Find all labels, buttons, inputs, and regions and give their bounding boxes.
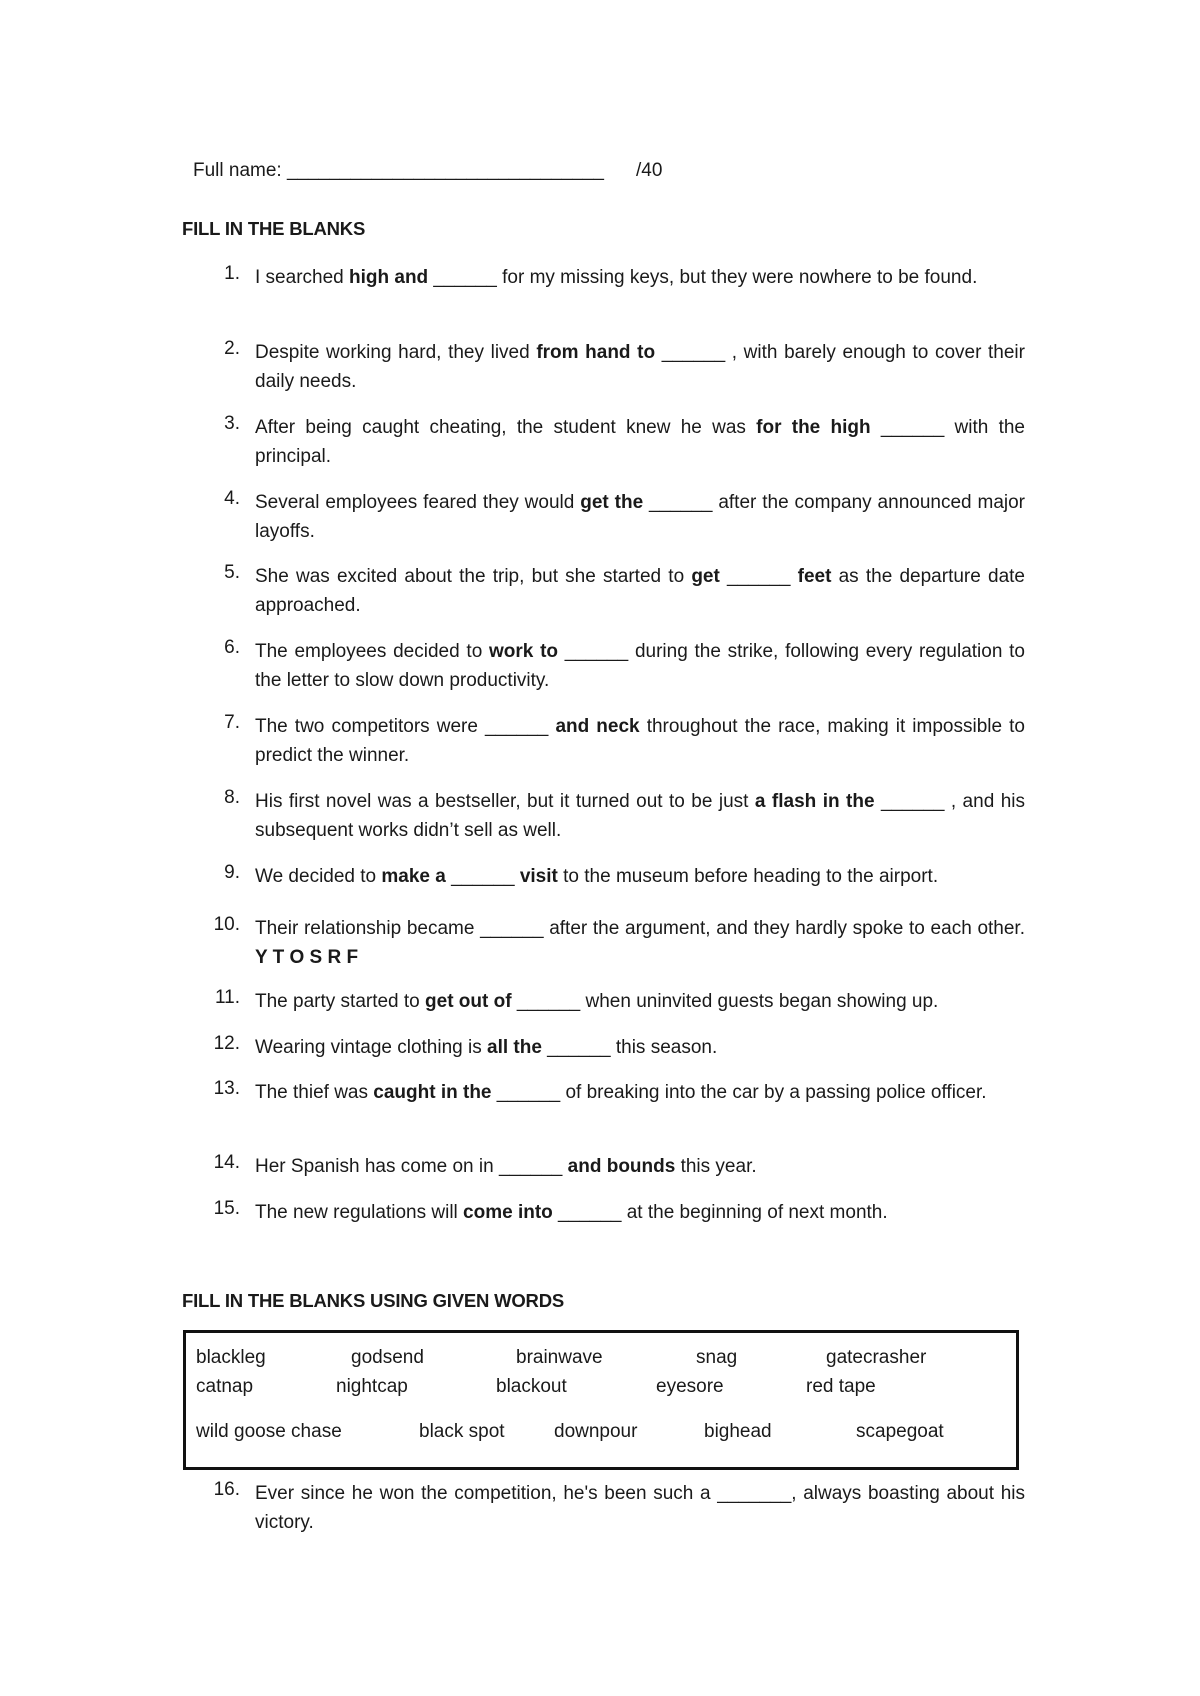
bold-phrase: work to <box>489 641 559 662</box>
word-bank-item: catnap <box>196 1376 254 1397</box>
word-bank-item: red tape <box>806 1376 876 1397</box>
bold-phrase: come into <box>463 1202 553 1223</box>
text-fragment: ______ , with barely enough to cover their daily needs. <box>255 342 1025 392</box>
text-fragment: ______ , and his subsequent works didn’t sell as well. <box>255 791 1025 841</box>
bold-phrase: get the <box>580 492 644 513</box>
section-title-given-words: FILL IN THE BLANKS USING GIVEN WORDS <box>182 1290 564 1311</box>
question-number: 4. <box>224 488 240 509</box>
text-fragment: to the museum before heading to the airport. <box>557 866 939 887</box>
text-fragment: Despite working hard, they lived <box>255 342 537 363</box>
word-bank-item: wild goose chase <box>196 1421 342 1442</box>
text-fragment: ______ during the strike, following every regulation to the letter to slow down productivity. <box>255 641 1025 691</box>
section-title-fill-blanks: FILL IN THE BLANKS <box>182 218 366 239</box>
question-number: 12. <box>213 1033 240 1054</box>
question-text <box>255 562 1025 620</box>
question-number: 8. <box>224 787 240 808</box>
question-text <box>255 787 1025 845</box>
question-text <box>255 263 1025 292</box>
bold-phrase: from hand to <box>536 342 656 363</box>
question-number: 10. <box>213 914 240 935</box>
bold-phrase: feet <box>797 566 832 587</box>
text-fragment: ______ with the principal. <box>255 417 1025 467</box>
text-fragment: The party started to <box>255 991 426 1012</box>
bold-phrase: get out of <box>425 991 512 1012</box>
text-fragment: I searched <box>255 267 349 288</box>
question-number: 13. <box>213 1078 240 1099</box>
question-text <box>255 413 1025 471</box>
bold-phrase: visit <box>519 866 558 887</box>
question-text <box>255 987 1025 1016</box>
word-bank-item: nightcap <box>336 1376 408 1397</box>
word-bank-item: snag <box>696 1347 738 1368</box>
bold-phrase: all the <box>487 1037 542 1058</box>
bold-phrase: and neck <box>555 716 640 737</box>
question-text <box>255 1198 1025 1227</box>
text-fragment: ______ when uninvited guests began showing up. <box>511 991 939 1012</box>
word-bank <box>183 1330 1019 1470</box>
word-bank-item: downpour <box>554 1421 638 1442</box>
full-name-field: Full name: ______________________________ <box>193 160 604 181</box>
bold-phrase: high and <box>349 267 429 288</box>
question-text <box>255 488 1025 546</box>
question-number: 3. <box>224 413 240 434</box>
text-fragment: The thief was <box>255 1082 374 1103</box>
question-text <box>255 637 1025 695</box>
question-text <box>255 712 1025 770</box>
question-number: 7. <box>224 712 240 733</box>
text-fragment: Their relationship became ______ after the argument, and they hardly spoke to each other. <box>255 918 1025 939</box>
text-fragment: His first novel was a bestseller, but it turned out to be just <box>255 791 755 812</box>
bold-phrase: make a <box>381 866 446 887</box>
question-text <box>255 1078 1025 1107</box>
text-fragment: ______ this season. <box>541 1037 718 1058</box>
question-text <box>255 338 1025 396</box>
text-fragment: We decided to <box>255 866 382 887</box>
question-number: 1. <box>224 263 240 284</box>
text-fragment: throughout the race, making it impossible to predict the winner. <box>255 716 1025 766</box>
question-text <box>255 1152 1025 1181</box>
text-fragment: ______ for my missing keys, but they were nowhere to be found. <box>428 267 978 288</box>
word-bank-item: scapegoat <box>856 1421 944 1442</box>
word-bank-item: bighead <box>704 1421 772 1442</box>
text-fragment: The new regulations will <box>255 1202 464 1223</box>
bold-phrase: get <box>691 566 720 587</box>
text-fragment: this year. <box>675 1156 757 1177</box>
word-bank-item: black spot <box>419 1421 505 1442</box>
text-fragment: Her Spanish has come on in ______ <box>255 1156 568 1177</box>
word-bank-item: blackout <box>496 1376 567 1397</box>
text-fragment: After being caught cheating, the student knew he was <box>255 417 757 438</box>
text-fragment: The two competitors were ______ <box>255 716 556 737</box>
text-fragment: as the departure date approached. <box>255 566 1025 616</box>
text-fragment: ______ at the beginning of next month. <box>552 1202 888 1223</box>
word-bank-item: gatecrasher <box>826 1347 927 1368</box>
question-number: 11. <box>214 987 240 1008</box>
text-fragment: ______ after the company announced major layoffs. <box>255 492 1025 542</box>
word-bank-item: eyesore <box>656 1376 724 1397</box>
bold-phrase: for the high <box>756 417 871 438</box>
question-text: Ever since he won the competition, he's been such a _______, always boasting about his victory. <box>255 1483 1025 1533</box>
word-bank-item: brainwave <box>516 1347 603 1368</box>
bold-phrase: and bounds <box>567 1156 676 1177</box>
question-number: 16. <box>213 1479 240 1500</box>
question-number: 2. <box>224 338 240 359</box>
question-number: 14. <box>213 1152 240 1173</box>
text-fragment: The employees decided to <box>255 641 490 662</box>
bold-phrase: Y T O S R F <box>255 947 359 968</box>
text-fragment: Wearing vintage clothing is <box>255 1037 487 1058</box>
text-fragment: Several employees feared they would <box>255 492 581 513</box>
question-text <box>255 914 1025 972</box>
question-number: 15. <box>213 1198 240 1219</box>
word-bank-item: godsend <box>351 1347 424 1368</box>
question-number: 5. <box>224 562 240 583</box>
text-fragment: ______ <box>719 566 798 587</box>
bold-phrase: a flash in the <box>754 791 875 812</box>
question-number: 6. <box>224 637 240 658</box>
question-number: 9. <box>224 862 240 883</box>
question-text <box>255 1033 1025 1062</box>
bold-phrase: caught in the <box>373 1082 492 1103</box>
word-bank-item: blackleg <box>196 1347 266 1368</box>
text-fragment: She was excited about the trip, but she started to <box>255 566 692 587</box>
text-fragment: ______ <box>445 866 520 887</box>
score-total: /40 <box>636 160 663 181</box>
text-fragment: ______ of breaking into the car by a passing police officer. <box>491 1082 987 1103</box>
question-text <box>255 862 1025 891</box>
